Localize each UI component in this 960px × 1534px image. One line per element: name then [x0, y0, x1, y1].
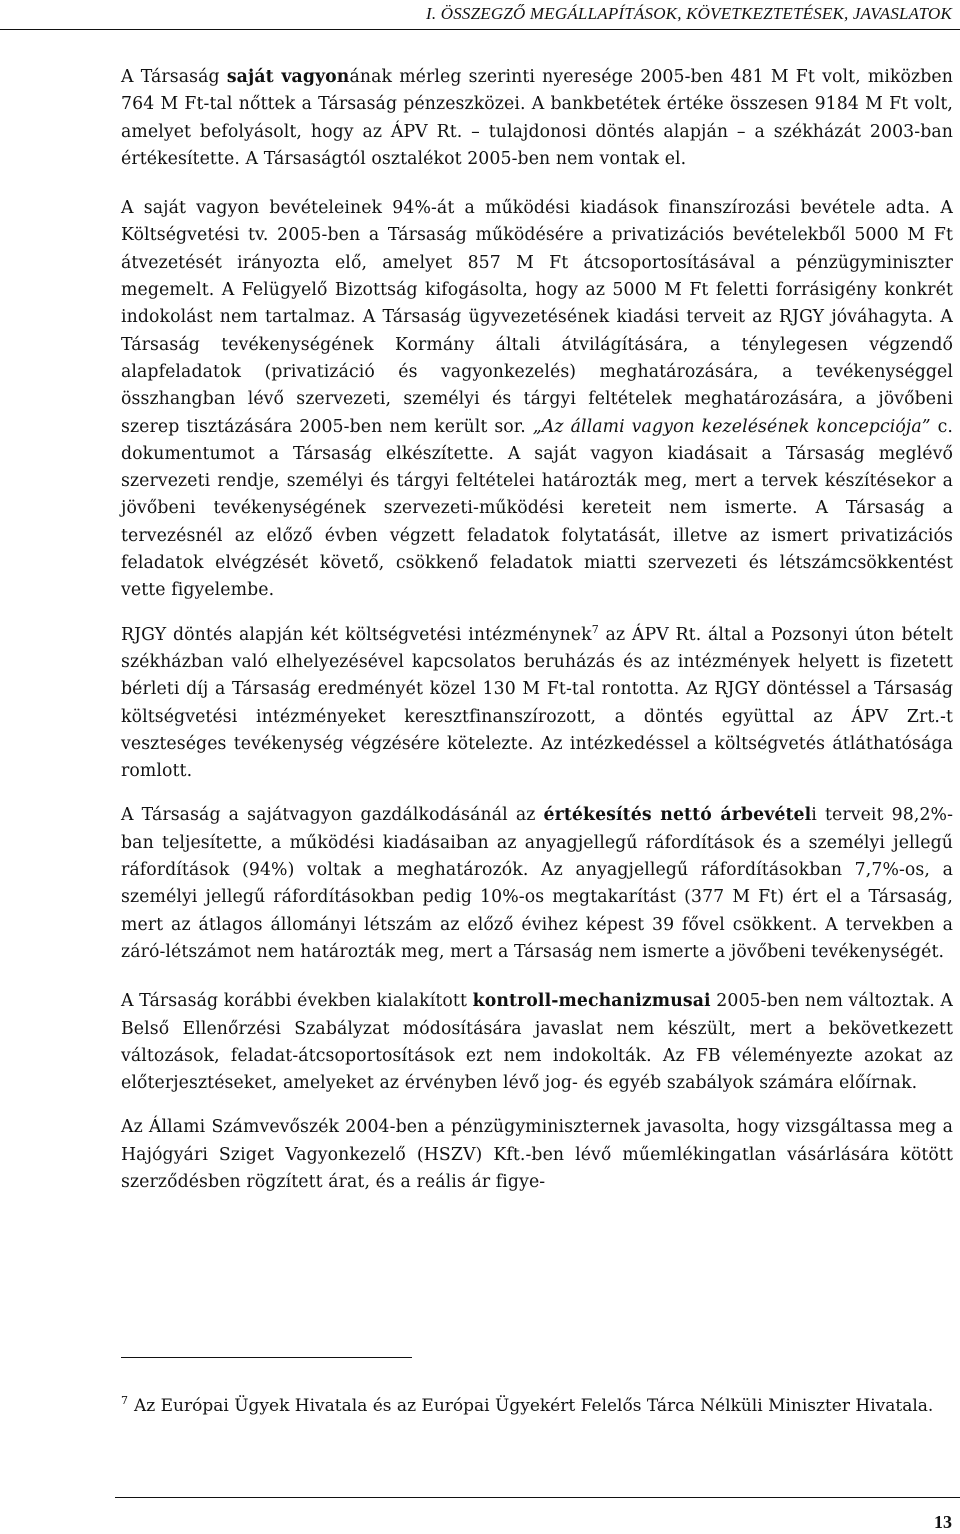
page-number: 13 — [934, 1512, 952, 1532]
footnote-separator — [121, 1357, 412, 1358]
paragraph-state-audit: Az Állami Számvevőszék 2004-ben a pénzügyminiszternek javasolta, hogy vizsgáltassa meg a Hajógyári Sziget Vagyonkezelő (HSZV) Kft.-ben lévő műemlékingatlan vásárlására kötött szerződésben rögzített árat, és a reális ár figye- — [121, 1117, 953, 1192]
running-header — [0, 0, 960, 30]
footnote-mark: 7 — [121, 1394, 128, 1408]
chapter-title: I. ÖSSZEGZŐ MEGÁLLAPÍTÁSOK, KÖVETKEZTETÉSEK, JAVASLATOK — [425, 4, 952, 23]
paragraph-operating-revenue: A saját vagyon bevételeinek 94%-át a működési kiadások finanszírozási bevétele adta. A Költségvetési tv. 2005-ben a Társaság működésére a privatizációs bevételekből 5000 M Ft átvezetését irányozta elő, amelyet 857 M Ft átcsoportosításával a pénzügyminiszter megemelt. A Felügyelő Bizottság kifogásolta, hogy az 5000 M Ft feletti forrásigény konkrét indokolást nem tartalmaz. A Társaság ügyvezetésének kiadási terveit az RJGY jóváhagyta. A Társaság tevékenységének Kormány általi átvilágítására, a ténylegesen végzendő alapfeladatok (privatizáció és vagyonkezelés) meghatározására, a tevékenységgel összhangban lévő szervezeti, személyi és tárgyi feltételek meghatározására, a jövőbeni szerep tisztázására 2005-ben nem került sor. „Az állami vagyon kezelésének koncepciója” c. dokumentumot a Társaság elkészítette. A saját vagyon kiadásait a Társaság meglévő szervezeti rendje, személyi és tárgyi feltételei határozták meg, mert a tervek készítésekor a jövőbeni tevékenységének szervezeti-működési kereteit nem ismerte. A Társaság a tervezésnél az előző évben végzett feladatok folytatását, illetve az ismert privatizációs feladatok elvégzését követő, csökkenő feladatok miatti szervezeti és létszámcsökkentést vette figyelembe. — [121, 198, 953, 601]
bold-term-net-sales: értékesítés nettó árbevétel — [543, 805, 812, 826]
paragraph-sales-revenue: A Társaság a sajátvagyon gazdálkodásánál az értékesítés nettó árbevételi terveit 98,2%-ban teljesítette, a működési kiadásaiban az anyagjellegű ráfordítások és a személyi jellegű ráfordítások (94%) voltak a meghatározók. Az anyagjellegű ráfordításokban 7,7%-os, a személyi jellegű ráfordításokban pedig 10%-os megtakarítást (377 M Ft) ért el a Társaság, mert az átlagos állományi létszám az előző évihez képest 39 fővel csökkent. A tervekben a záró-létszámot nem határozták meg, mert a Társaság nem ismerte a jövőbeni tevékenységét. — [121, 805, 954, 962]
footnote-reference: 7 — [591, 622, 599, 636]
paragraph-rjgy-decision: RJGY döntés alapján két költségvetési intézménynek$^7$ az ÁPV Rt. által a Pozsonyi úton bételt székházban való elhelyezésével kapcsolatos beruházás és az intézmények helyett is fizetett bérleti díj a Társaság eredményét közel 130 M Ft-tal rontotta. Az RJGY döntéssel a Társaság költségvetési intézményeket keresztfinanszírozott, a döntés együttal az ÁPV Zrt.-t veszteséges tevékenység végzésére kötelezte. Az intézkedéssel a költségvetés átláthatósága romlott. — [121, 622, 953, 782]
italic-document-title: „Az állami vagyon kezelésének koncepciója” — [532, 416, 931, 437]
footnote-text: Az Európai Ügyek Hivatala és az Európai Ügyekért Felelős Tárca Nélküli Miniszter Hivatala. — [134, 1396, 934, 1416]
main-content — [121, 64, 953, 1218]
header-rule — [0, 29, 960, 30]
footnote — [121, 1393, 953, 1420]
paragraph-equity-profit: A Társaság saját vagyonának mérleg szerinti nyeresége 2005-ben 481 M Ft volt, miközben 764 M Ft-tal nőttek a Társaság pénzeszközei. A bankbetétek értéke összesen 9184 M Ft volt, amelyet befolyásolt, hogy az ÁPV Rt. – tulajdonosi döntés alapján – a székházát 2003-ban értékesítette. A Társaságtól osztalékot 2005-ben nem vontak el. — [121, 67, 953, 169]
bold-term-own-assets: saját vagyon — [226, 67, 350, 87]
footer-rule — [115, 1497, 960, 1498]
bold-term-control: kontroll-mechanizmusai — [472, 991, 711, 1012]
paragraph-control-mechanisms: A Társaság korábbi években kialakított kontroll-mechanizmusai 2005-ben nem változtak. A Belső Ellenőrzési Szabályzat módosítására javaslat nem készült, mert a bekövetkezett változások, feladat-átcsoportosítások ezt nem indokolták. Az FB véleményezte azokat az előterjesztéseket, amelyeket az érvényben lévő jog- és egyéb szabályok számára előírnak. — [121, 991, 953, 1094]
